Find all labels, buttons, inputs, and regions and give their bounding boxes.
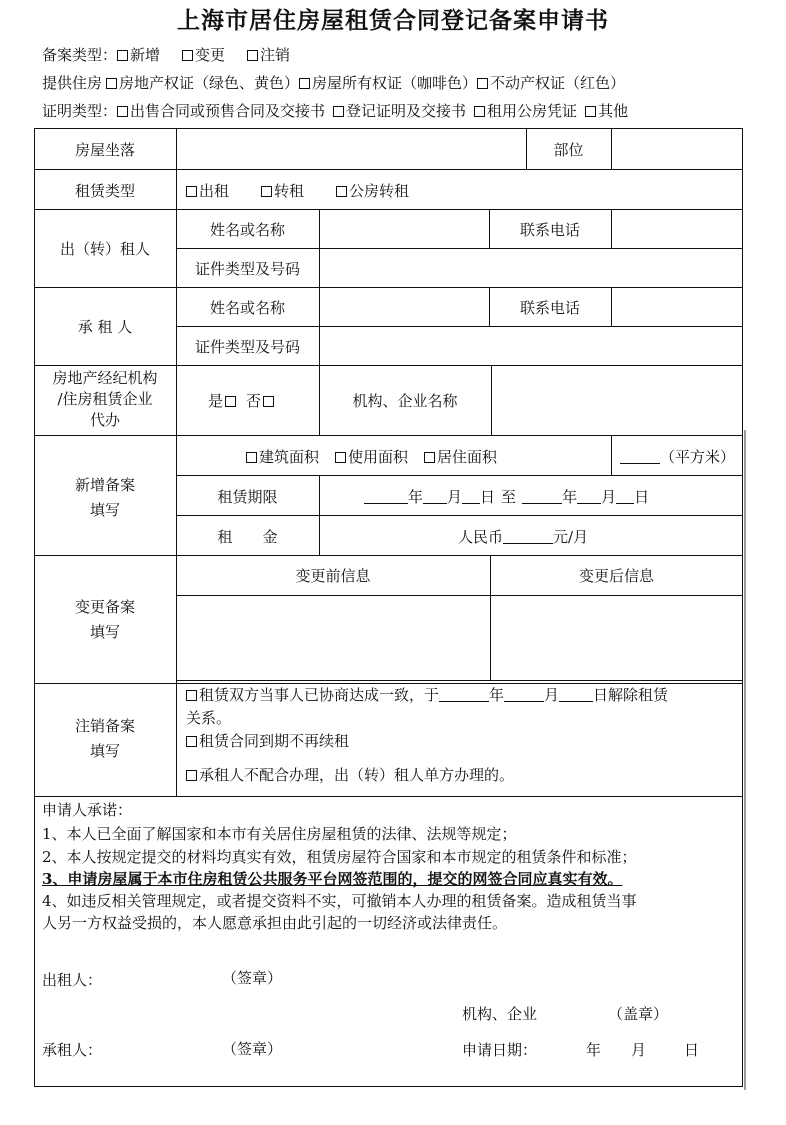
checkbox-new[interactable]: 新增 xyxy=(117,44,160,65)
checkbox-public-housing[interactable]: 租用公房凭证 xyxy=(474,100,577,121)
checkbox-lease[interactable]: 出租 xyxy=(186,182,229,200)
checkbox-sublease[interactable]: 转租 xyxy=(261,182,304,200)
area-unit: （平方米） xyxy=(660,448,736,466)
lease-type-options xyxy=(186,180,409,201)
lessee-name-label: 姓名或名称 xyxy=(209,299,285,317)
commitment-item-4-line-2: 人另一方权益受损的，本人愿意承担由此引起的一切经济或法律责任。 xyxy=(42,914,508,932)
location-field[interactable] xyxy=(180,131,522,167)
lease-type-label: 租赁类型 xyxy=(74,182,135,200)
lessor-id-field[interactable] xyxy=(322,251,740,285)
checkbox-building-area[interactable]: 建筑面积 xyxy=(246,448,319,466)
period-label: 租赁期限 xyxy=(217,488,278,506)
cancel-record-label: 注销备案 填写 xyxy=(74,717,135,760)
record-type-row xyxy=(42,44,290,65)
lessor-id-label: 证件类型及号码 xyxy=(194,260,300,278)
after-info-field[interactable] xyxy=(494,598,740,678)
cancel-option-3[interactable]: 承租人不配合办理，出（转）租人单方办理的。 xyxy=(186,764,514,785)
commitment-item-4-line-1: 4、如违反相关管理规定，或者提交资料不实，可撤销本人办理的租赁备案。造成租赁当事 xyxy=(42,892,637,910)
provide-housing-row xyxy=(42,72,625,93)
checkbox-change[interactable]: 变更 xyxy=(182,44,225,65)
record-type-label: 备案类型： xyxy=(42,46,118,64)
lessor-signature-label: 出租人： xyxy=(42,971,103,989)
lessee-id-label: 证件类型及号码 xyxy=(194,338,300,356)
checkbox-other[interactable]: 其他 xyxy=(585,100,628,121)
checkbox-ownership-cert[interactable]: 房屋所有权证（咖啡色） xyxy=(299,72,477,93)
lessee-id-field[interactable] xyxy=(322,329,740,363)
before-info-field[interactable] xyxy=(180,598,486,678)
period-field[interactable]: 年 月 日 至 年 月 日 xyxy=(364,486,649,507)
lessor-name-field[interactable] xyxy=(322,212,486,246)
lessee-name-field[interactable] xyxy=(322,290,486,324)
part-label: 部位 xyxy=(553,141,584,159)
proof-type-label: 证明类型： xyxy=(42,102,118,120)
checkbox-registration[interactable]: 登记证明及交接书 xyxy=(333,100,466,121)
checkbox-usable-area[interactable]: 使用面积 xyxy=(335,448,408,466)
lessor-phone-field[interactable] xyxy=(614,212,740,246)
lessee-signature-label: 承租人： xyxy=(42,1041,103,1059)
new-record-label: 新增备案 填写 xyxy=(74,476,135,519)
before-info-label: 变更前信息 xyxy=(295,567,371,585)
lessee-phone-label: 联系电话 xyxy=(519,299,580,317)
cancel-option-1-cont: 关系。 xyxy=(186,709,232,727)
cancel-option-2[interactable]: 租赁合同到期不再续租 xyxy=(186,730,349,751)
commitment-item-3: 3、申请房屋属于本市住房租赁公共服务平台网签范围的，提交的网签合同应真实有效。 xyxy=(42,870,623,888)
lessor-phone-label: 联系电话 xyxy=(519,221,580,239)
lessee-label: 承 租 人 xyxy=(77,318,133,336)
checkbox-agency-yes[interactable]: 是 xyxy=(208,392,238,410)
lessor-name-label: 姓名或名称 xyxy=(209,221,285,239)
checkbox-property-cert[interactable]: 房地产权证（绿色、黄色） xyxy=(106,72,299,93)
agency-name-field[interactable] xyxy=(494,368,740,432)
area-value[interactable] xyxy=(620,446,735,467)
page-edge-shadow xyxy=(744,430,746,1090)
application-date-field[interactable]: 年 月 日 xyxy=(586,1041,700,1059)
agency-name-label: 机构、企业名称 xyxy=(352,392,458,410)
commitment-item-1: 1、本人已全面了解国家和本市有关居住房屋租赁的法律、法规等规定； xyxy=(42,825,517,843)
checkbox-sale-contract[interactable]: 出售合同或预售合同及交接书 xyxy=(117,100,325,121)
rent-label: 租 金 xyxy=(217,528,278,546)
checkbox-public-sublease[interactable]: 公房转租 xyxy=(336,182,409,200)
checkbox-realestate-cert[interactable]: 不动产权证（红色） xyxy=(477,72,625,93)
commitment-item-2: 2、本人按规定提交的材料均真实有效，租赁房屋符合国家和本市规定的租赁条件和标准； xyxy=(42,848,637,866)
location-label: 房屋坐落 xyxy=(74,141,135,159)
cancel-option-1[interactable]: 租赁双方当事人已协商达成一致，于 年 月 日解除租赁 xyxy=(186,684,668,705)
agency-yes-no xyxy=(208,390,276,411)
checkbox-agency-no[interactable]: 否 xyxy=(246,392,276,410)
lessee-phone-field[interactable] xyxy=(614,290,740,324)
form-title: 上海市居住房屋租赁合同登记备案申请书 xyxy=(177,8,609,34)
lessor-label: 出（转）租人 xyxy=(59,240,150,258)
rent-field[interactable]: 人民币 元/月 xyxy=(458,528,589,546)
lessor-seal[interactable]: （签章） xyxy=(222,969,283,987)
change-record-label: 变更备案 填写 xyxy=(74,598,135,641)
application-date-label: 申请日期： xyxy=(462,1041,538,1059)
provide-housing-label: 提供住房 xyxy=(42,74,103,92)
agency-label: 房地产经纪机构 /住房租赁企业 代办 xyxy=(52,369,158,429)
after-info-label: 变更后信息 xyxy=(578,567,654,585)
agency-stamp[interactable]: （盖章） xyxy=(608,1005,669,1023)
commitment-heading: 申请人承诺： xyxy=(42,801,133,819)
lessee-seal[interactable]: （签章） xyxy=(222,1040,283,1058)
checkbox-living-area[interactable]: 居住面积 xyxy=(424,448,497,466)
area-type-options xyxy=(246,446,497,467)
checkbox-cancel[interactable]: 注销 xyxy=(247,44,290,65)
agency-signature-label: 机构、企业 xyxy=(462,1005,538,1023)
proof-type-row xyxy=(42,100,628,121)
part-field[interactable] xyxy=(614,131,740,167)
